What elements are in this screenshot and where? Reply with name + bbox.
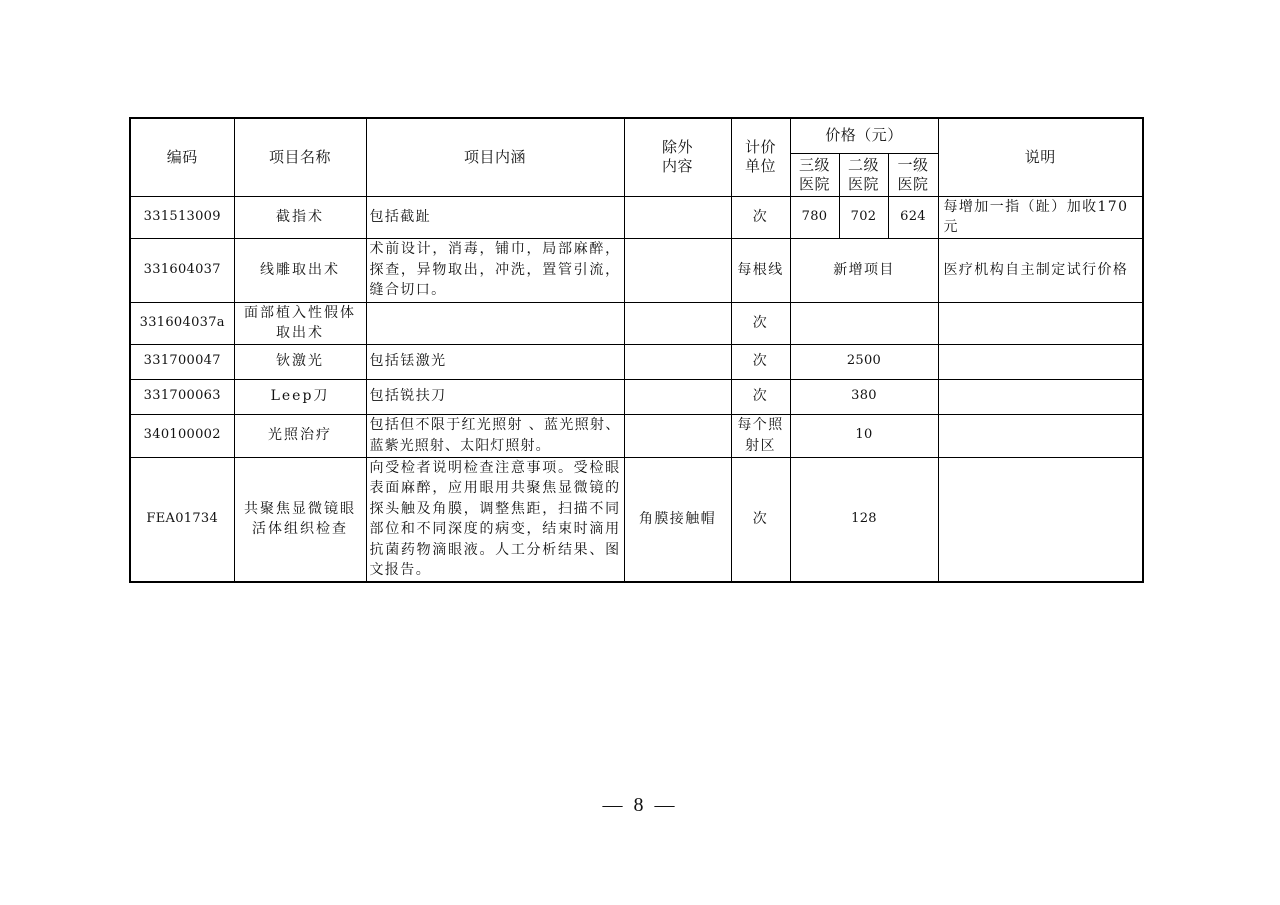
header-excluded-label: 除外内容 [661, 138, 693, 176]
table-row [130, 196, 1143, 238]
table-row [130, 457, 1143, 582]
item-note [938, 379, 1143, 414]
item-price: 128 [790, 457, 938, 582]
item-code: 340100002 [130, 414, 234, 457]
table-body [130, 196, 1143, 582]
item-note [938, 414, 1143, 457]
price-level3: 780 [790, 196, 839, 238]
table-row [130, 238, 1143, 302]
item-price [790, 302, 938, 344]
table-row [130, 302, 1143, 344]
item-price: 新增项目 [790, 238, 938, 302]
item-unit: 次 [731, 344, 790, 379]
item-excluded: 角膜接触帽 [624, 457, 731, 582]
item-name: 面部植入性假体取出术 [234, 302, 366, 344]
item-price: 2500 [790, 344, 938, 379]
item-name: 钬激光 [234, 344, 366, 379]
item-content: 包括截趾 [366, 196, 624, 238]
item-unit: 次 [731, 457, 790, 582]
item-content: 向受检者说明检查注意事项。受检眼表面麻醉，应用眼用共聚焦显微镜的探头触及角膜，调整焦距，扫描不同部位和不同深度的病变，结束时滴用抗菌药物滴眼液。人工分析结果、图文报告。 [366, 457, 624, 582]
item-price: 380 [790, 379, 938, 414]
header-excluded [624, 118, 731, 196]
header-price-level3 [790, 153, 839, 196]
header-price-level1-label: 一级医院 [897, 155, 929, 193]
price-level1: 624 [888, 196, 938, 238]
item-code: 331513009 [130, 196, 234, 238]
item-name: 线雕取出术 [234, 238, 366, 302]
table-row [130, 414, 1143, 457]
header-row [130, 118, 1143, 153]
header-unit [731, 118, 790, 196]
item-content [366, 302, 624, 344]
item-note: 每增加一指（趾）加收170元 [938, 196, 1143, 238]
table-header [130, 118, 1143, 196]
item-name: 共聚焦显微镜眼活体组织检查 [234, 457, 366, 582]
item-note [938, 302, 1143, 344]
item-content: 包括铥激光 [366, 344, 624, 379]
header-code: 编码 [130, 118, 234, 196]
item-excluded [624, 344, 731, 379]
header-price-level2 [839, 153, 888, 196]
item-unit: 每根线 [731, 238, 790, 302]
header-price: 价格（元） [790, 118, 938, 153]
header-content: 项目内涵 [366, 118, 624, 196]
item-excluded [624, 379, 731, 414]
item-unit: 次 [731, 196, 790, 238]
header-price-level1 [888, 153, 938, 196]
item-note [938, 344, 1143, 379]
price-level2: 702 [839, 196, 888, 238]
item-excluded [624, 414, 731, 457]
item-code: 331604037a [130, 302, 234, 344]
item-excluded [624, 196, 731, 238]
item-price: 10 [790, 414, 938, 457]
item-unit: 每个照射区 [731, 414, 790, 457]
header-unit-label: 计价单位 [744, 138, 776, 176]
header-price-level3-label: 三级医院 [798, 155, 830, 193]
price-table [129, 117, 1144, 583]
item-code: 331700047 [130, 344, 234, 379]
header-name: 项目名称 [234, 118, 366, 196]
item-note: 医疗机构自主制定试行价格 [938, 238, 1143, 302]
item-content: 包括但不限于红光照射 、蓝光照射、蓝紫光照射、太阳灯照射。 [366, 414, 624, 457]
item-unit: 次 [731, 379, 790, 414]
item-code: 331604037 [130, 238, 234, 302]
table-row [130, 379, 1143, 414]
item-code: FEA01734 [130, 457, 234, 582]
item-excluded [624, 302, 731, 344]
page-number: — 8 — [602, 794, 678, 816]
table-row [130, 344, 1143, 379]
item-excluded [624, 238, 731, 302]
item-name: 光照治疗 [234, 414, 366, 457]
item-content: 术前设计，消毒，铺巾，局部麻醉，探查，异物取出，冲洗，置管引流，缝合切口。 [366, 238, 624, 302]
item-content: 包括锐扶刀 [366, 379, 624, 414]
header-price-level2-label: 二级医院 [847, 155, 879, 193]
item-name: Leep刀 [234, 379, 366, 414]
item-code: 331700063 [130, 379, 234, 414]
item-note [938, 457, 1143, 582]
header-note: 说明 [938, 118, 1143, 196]
item-unit: 次 [731, 302, 790, 344]
item-name: 截指术 [234, 196, 366, 238]
